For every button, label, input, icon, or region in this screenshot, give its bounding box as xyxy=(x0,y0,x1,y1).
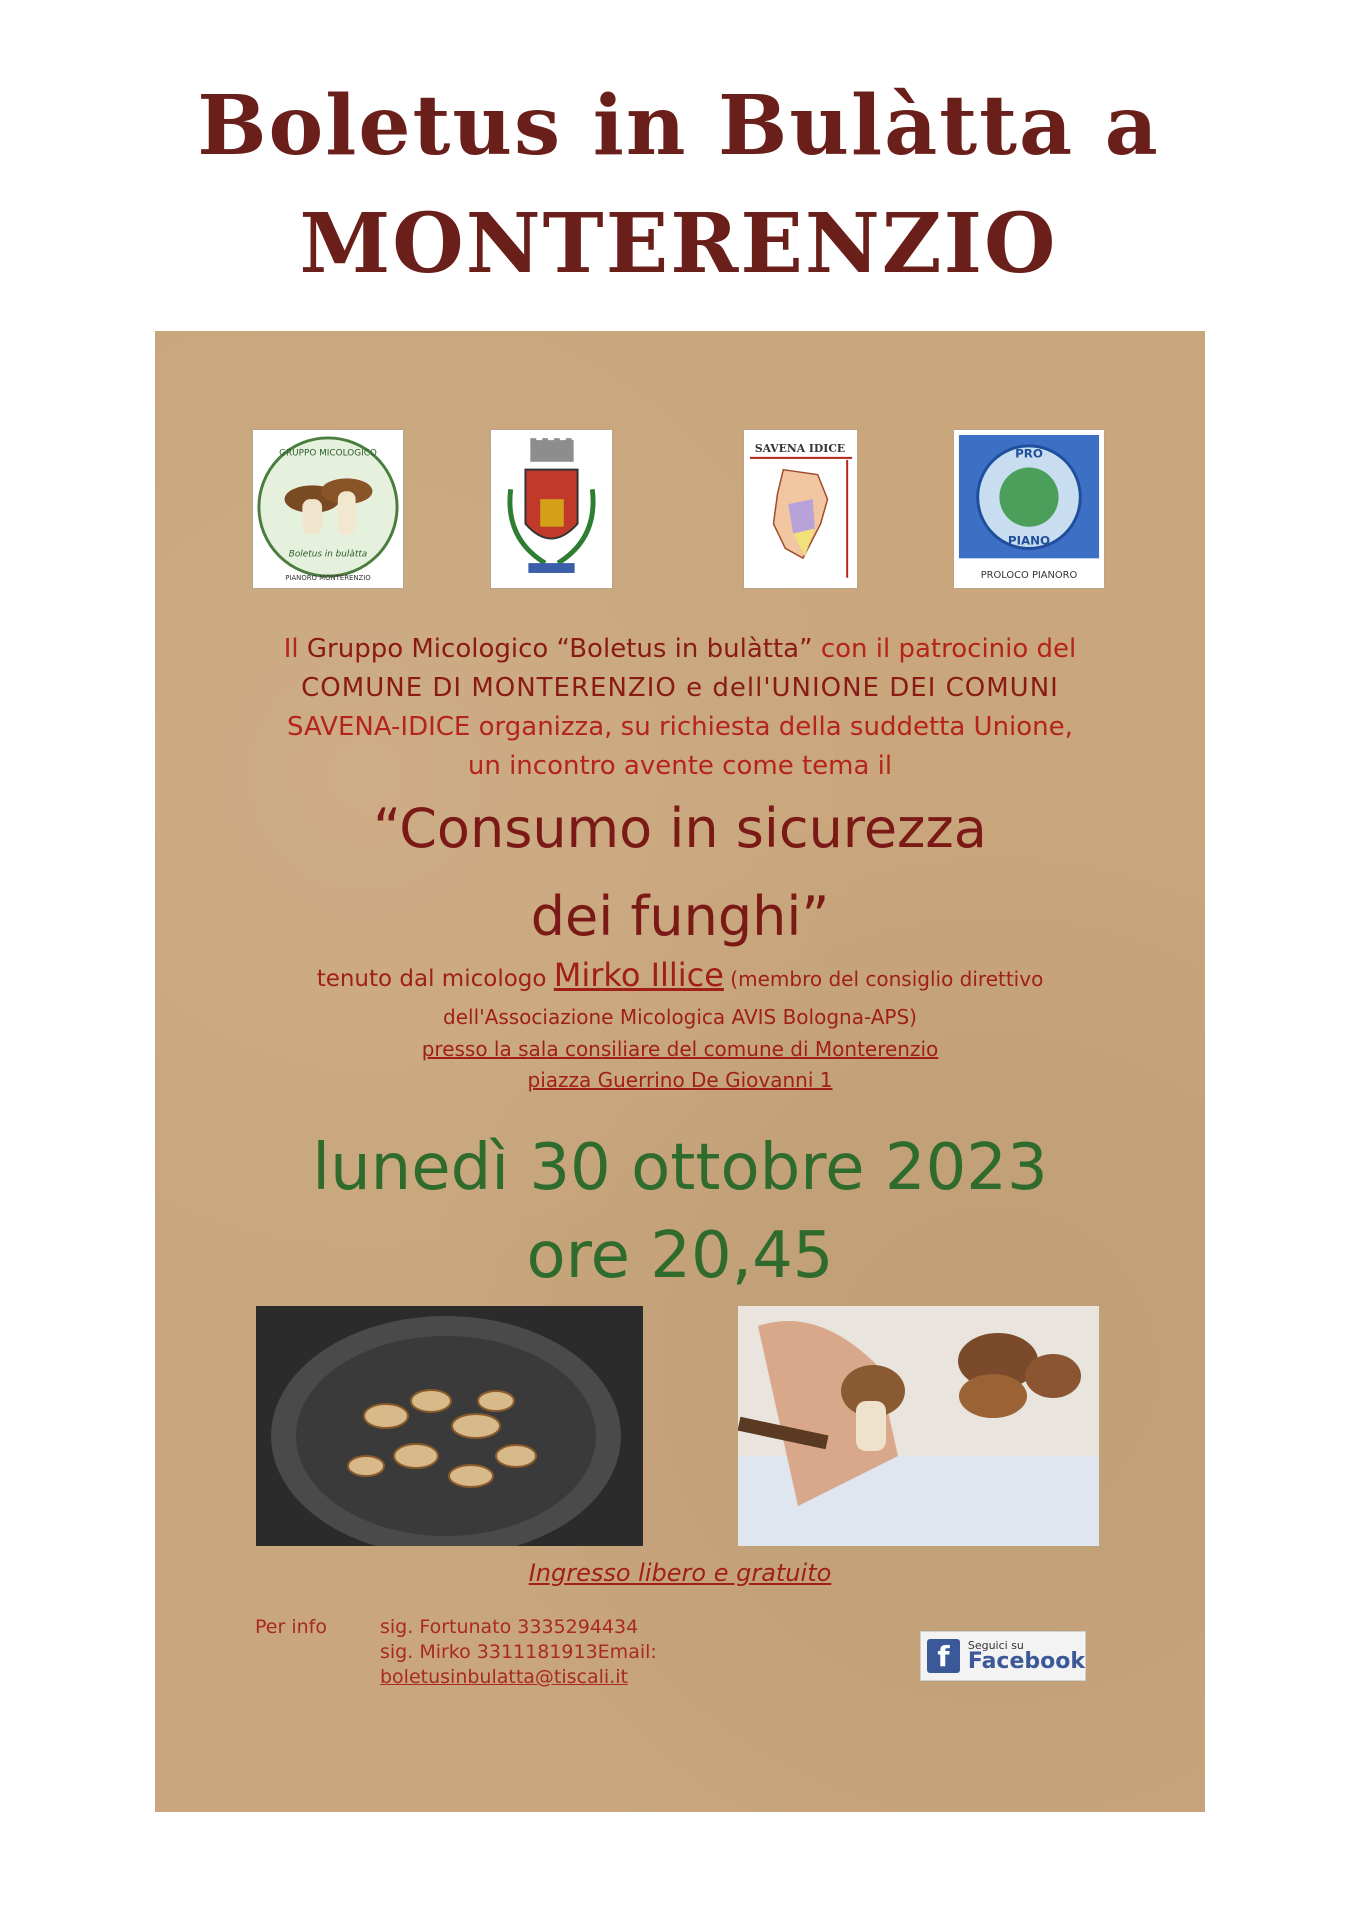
svg-text:PRO: PRO xyxy=(1015,446,1043,461)
contact-fortunato: sig. Fortunato 3335294434 xyxy=(380,1616,639,1638)
intro-line-1 xyxy=(215,630,1145,669)
speaker-suffix: (membro del consiglio direttivo xyxy=(723,967,1044,991)
speaker-line-2: dell'Associazione Micologica AVIS Bologna-APS) xyxy=(443,1005,917,1029)
venue-line: presso la sala consiliare del comune di Monterenzio xyxy=(421,1037,939,1061)
free-entry-note: Ingresso libero e gratuito xyxy=(528,1559,832,1587)
speaker-prefix: tenuto dal micologo xyxy=(316,966,554,992)
contact-label: Per info xyxy=(255,1616,327,1638)
cleaning-porcini-photo xyxy=(738,1306,1099,1546)
poster xyxy=(155,331,1205,1812)
contact-mirko: sig. Mirko 3311181913Email: xyxy=(380,1641,657,1663)
svg-text:PROLOCO PIANORO: PROLOCO PIANORO xyxy=(980,570,1078,582)
facebook-label: Facebook xyxy=(967,1648,1085,1674)
page-title-line-1: Boletus in Bulàtta a xyxy=(197,78,1160,174)
gruppo-micologico-logo xyxy=(252,429,404,589)
intro-text: Il xyxy=(283,634,307,664)
topic-line-2: dei funghi” xyxy=(530,885,830,948)
facebook-follow-badge[interactable] xyxy=(920,1631,1086,1681)
intro-line-3: SAVENA-IDICE organizza, su richiesta della suddetta Unione, xyxy=(287,712,1073,742)
svg-text:PIANORO MONTERENZIO: PIANORO MONTERENZIO xyxy=(285,574,371,583)
group-name: Gruppo Micologico “Boletus in bulàtta” xyxy=(306,634,813,664)
monterenzio-coat-of-arms-logo xyxy=(490,429,613,589)
unione-savena-idice-logo xyxy=(743,429,858,589)
event-date: lunedì 30 ottobre 2023 xyxy=(312,1131,1048,1205)
address-line: piazza Guerrino De Giovanni 1 xyxy=(527,1068,833,1092)
contact-email-link[interactable]: boletusinbulatta@tiscali.it xyxy=(380,1666,628,1688)
topic-line-1: “Consumo in sicurezza xyxy=(373,797,987,860)
event-time: ore 20,45 xyxy=(526,1219,834,1293)
intro-paragraph xyxy=(215,630,1145,786)
svg-text:Boletus in bulàtta: Boletus in bulàtta xyxy=(288,549,368,560)
intro-line-2: COMUNE DI MONTERENZIO e dell'UNIONE DEI COMUNI xyxy=(301,673,1059,703)
speaker-name: Mirko Illice xyxy=(553,956,724,994)
pro-loco-pianoro-logo xyxy=(953,429,1105,589)
intro-text: con il patrocinio del xyxy=(812,634,1077,664)
speaker-line-1 xyxy=(195,956,1165,996)
facebook-text xyxy=(968,1640,1085,1673)
intro-line-4: un incontro avente come tema il xyxy=(467,751,893,781)
svg-text:GRUPPO MICOLOGICO: GRUPPO MICOLOGICO xyxy=(279,448,377,459)
svg-text:SAVENA IDICE: SAVENA IDICE xyxy=(754,442,846,456)
svg-text:PIANO: PIANO xyxy=(1007,533,1051,548)
page-title-line-2: MONTERENZIO xyxy=(299,196,1058,292)
facebook-small-label: Seguici su xyxy=(967,1638,1024,1652)
mushrooms-pan-photo xyxy=(256,1306,643,1546)
facebook-icon: f xyxy=(927,1639,960,1673)
